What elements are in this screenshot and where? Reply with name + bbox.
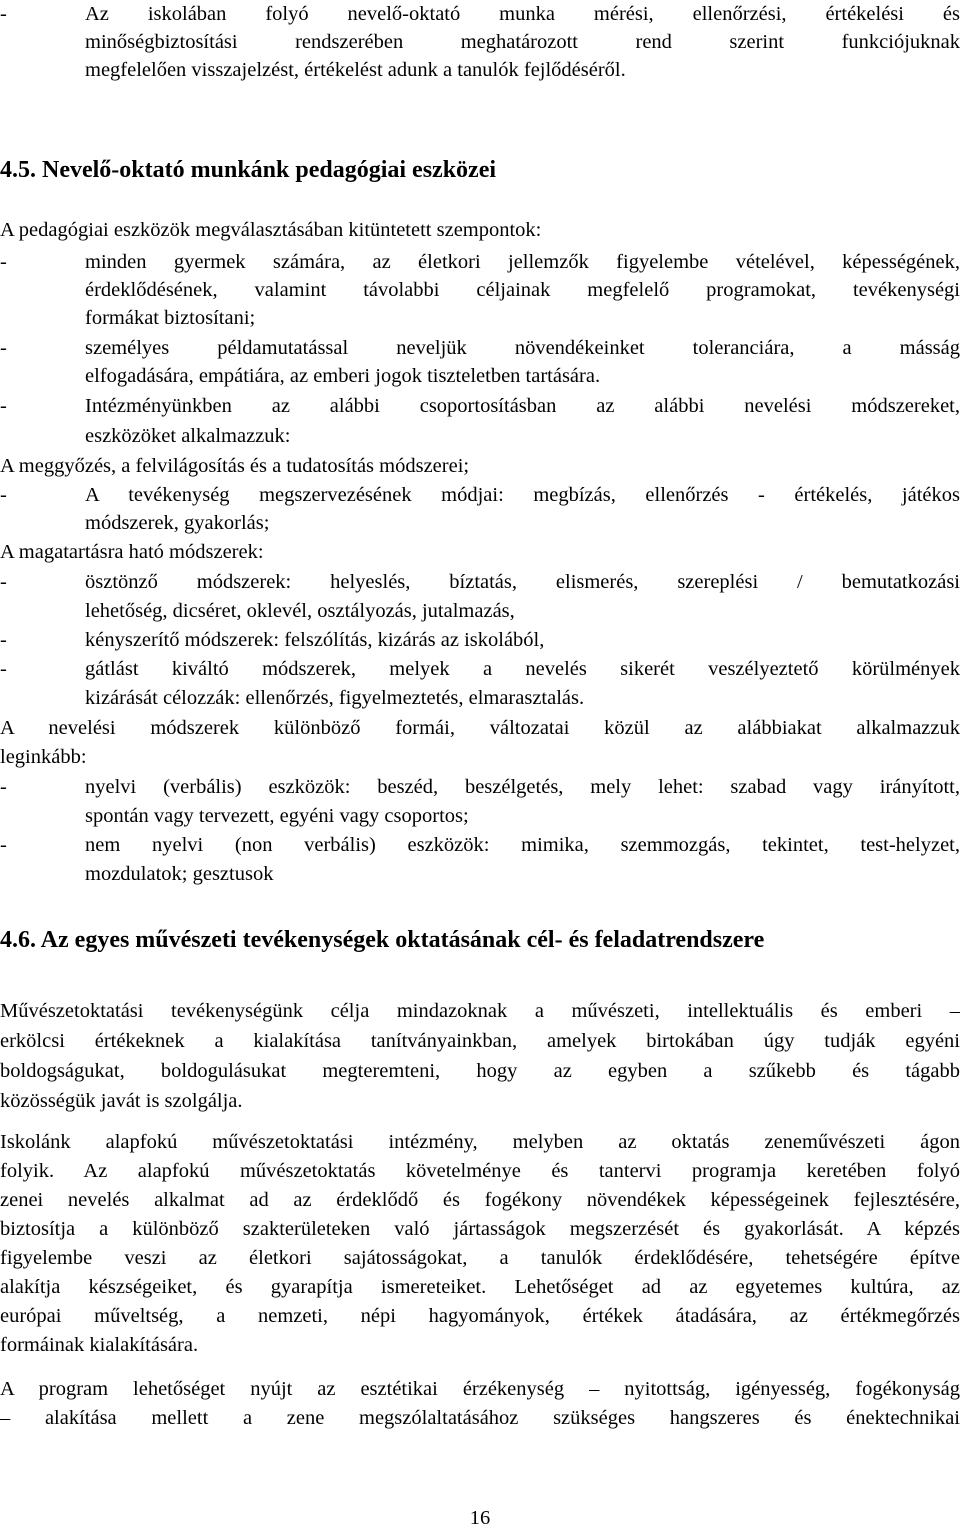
text-line: leginkább: — [0, 746, 87, 768]
text-line: alakítja készségeiket, és gyarapítja ismereteiket. Lehetőséget ad az egyetemes kultúra, az — [0, 1276, 960, 1298]
text-line: európai műveltség, a nemzeti, népi hagyományok, értékek átadására, az értékmegőrzés — [0, 1305, 960, 1327]
text-line: lehetőség, dicséret, oklevél, osztályozás, jutalmazás, — [85, 600, 515, 622]
text-line: zenei nevelés alkalmat ad az érdeklődő és fogékony növendékek képességeinek fejlesztésére, — [0, 1189, 960, 1211]
text-line: formáinak kialakítására. — [0, 1334, 199, 1356]
bullet-dash: - — [0, 834, 7, 856]
text-line: A pedagógiai eszközök megválasztásában kitüntetett szempontok: — [0, 219, 542, 241]
text-line: A program lehetőséget nyújt az esztétikai érzékenység – nyitottság, igényesség, fogékonyság — [0, 1378, 960, 1400]
bullet-dash: - — [0, 484, 7, 506]
text-line: A magatartásra ható módszerek: — [0, 541, 264, 563]
bullet-dash: - — [0, 776, 7, 798]
text-line: Iskolánk alapfokú művészetoktatási intézmény, melyben az oktatás zeneművészeti ágon — [0, 1131, 960, 1153]
text-line: spontán vagy tervezett, egyéni vagy csoportos; — [85, 805, 469, 827]
text-line: elfogadására, empátiára, az emberi jogok tiszteletben tartására. — [85, 365, 601, 387]
text-line: mozdulatok; gesztusok — [85, 863, 274, 885]
text-line: A meggyőzés, a felvilágosítás és a tudatosítás módszerei; — [0, 455, 470, 477]
bullet-dash: - — [0, 395, 7, 417]
text-line: A nevelési módszerek különböző formái, változatai közül az alábbiakat alkalmazzuk — [0, 717, 960, 739]
text-line: kizárását célozzák: ellenőrzés, figyelmeztetés, elmarasztalás. — [85, 687, 585, 709]
text-line: megfelelően visszajelzést, értékelést adunk a tanulók fejlődéséről. — [85, 59, 626, 81]
bullet-dash: - — [0, 658, 7, 680]
text-line: nem nyelvi (non verbális) eszközök: mimika, szemmozgás, tekintet, test-helyzet, — [85, 834, 960, 856]
text-line: érdeklődésének, valamint távolabbi céljainak megfelelő programokat, tevékenységi — [85, 279, 960, 301]
text-line: erkölcsi értékeknek a kialakítása tanítványainkban, amelyek birtokában úgy tudják egyéni — [0, 1030, 960, 1052]
text-line: A tevékenység megszervezésének módjai: megbízás, ellenőrzés - értékelés, játékos — [85, 484, 960, 506]
text-line: személyes példamutatással neveljük növendékeinket toleranciára, a másság — [85, 337, 960, 359]
text-line: minden gyermek számára, az életkori jellemzők figyelembe vételével, képességének, — [85, 251, 960, 273]
text-line: eszközöket alkalmazzuk: — [85, 425, 291, 447]
text-line: figyelembe veszi az életkori sajátosságokat, a tanulók érdeklődésére, tehetségére építve — [0, 1247, 960, 1269]
text-line: formákat biztosítani; — [85, 307, 256, 329]
bullet-dash: - — [0, 251, 7, 273]
text-line: – alakítása mellett a zene megszólaltatásához szükséges hangszeres és énektechnikai — [0, 1407, 960, 1429]
text-line: Az iskolában folyó nevelő-oktató munka mérési, ellenőrzési, értékelési és — [85, 3, 960, 25]
page-number: 16 — [469, 1507, 491, 1529]
bullet-dash: - — [0, 629, 7, 651]
text-line: közösségük javát is szolgálja. — [0, 1090, 243, 1112]
text-line: Művészetoktatási tevékenységünk célja mindazoknak a művészeti, intellektuális és emberi – — [0, 1000, 960, 1022]
text-line: nyelvi (verbális) eszközök: beszéd, beszélgetés, mely lehet: szabad vagy irányított, — [85, 776, 960, 798]
text-line: minőségbiztosítási rendszerében meghatározott rend szerint funkciójuknak — [85, 31, 960, 53]
text-line: ösztönző módszerek: helyeslés, bíztatás, elismerés, szereplési / bemutatkozási — [85, 571, 960, 593]
text-line: boldogságukat, boldogulásukat megteremteni, hogy az egyben a szűkebb és tágabb — [0, 1060, 960, 1082]
bullet-dash: - — [0, 337, 7, 359]
bullet-dash: - — [0, 571, 7, 593]
text-line: Intézményünkben az alábbi csoportosításban az alábbi nevelési módszereket, — [85, 395, 960, 417]
text-line: módszerek, gyakorlás; — [85, 512, 270, 534]
section-heading: 4.5. Nevelő-oktató munkánk pedagógiai eszközei — [0, 157, 497, 183]
text-line: biztosítja a különböző szakterületeken való jártasságok megszerzését és gyakorlását. A képzés — [0, 1218, 960, 1240]
text-line: kényszerítő módszerek: felszólítás, kizárás az iskolából, — [85, 629, 545, 651]
text-line: gátlást kiváltó módszerek, melyek a nevelés sikerét veszélyeztető körülmények — [85, 658, 960, 680]
bullet-dash: - — [0, 3, 7, 25]
section-heading: 4.6. Az egyes művészeti tevékenységek oktatásának cél- és feladatrendszere — [0, 927, 765, 953]
text-line: folyik. Az alapfokú művészetoktatás követelménye és tantervi programja keretében folyó — [0, 1160, 960, 1182]
